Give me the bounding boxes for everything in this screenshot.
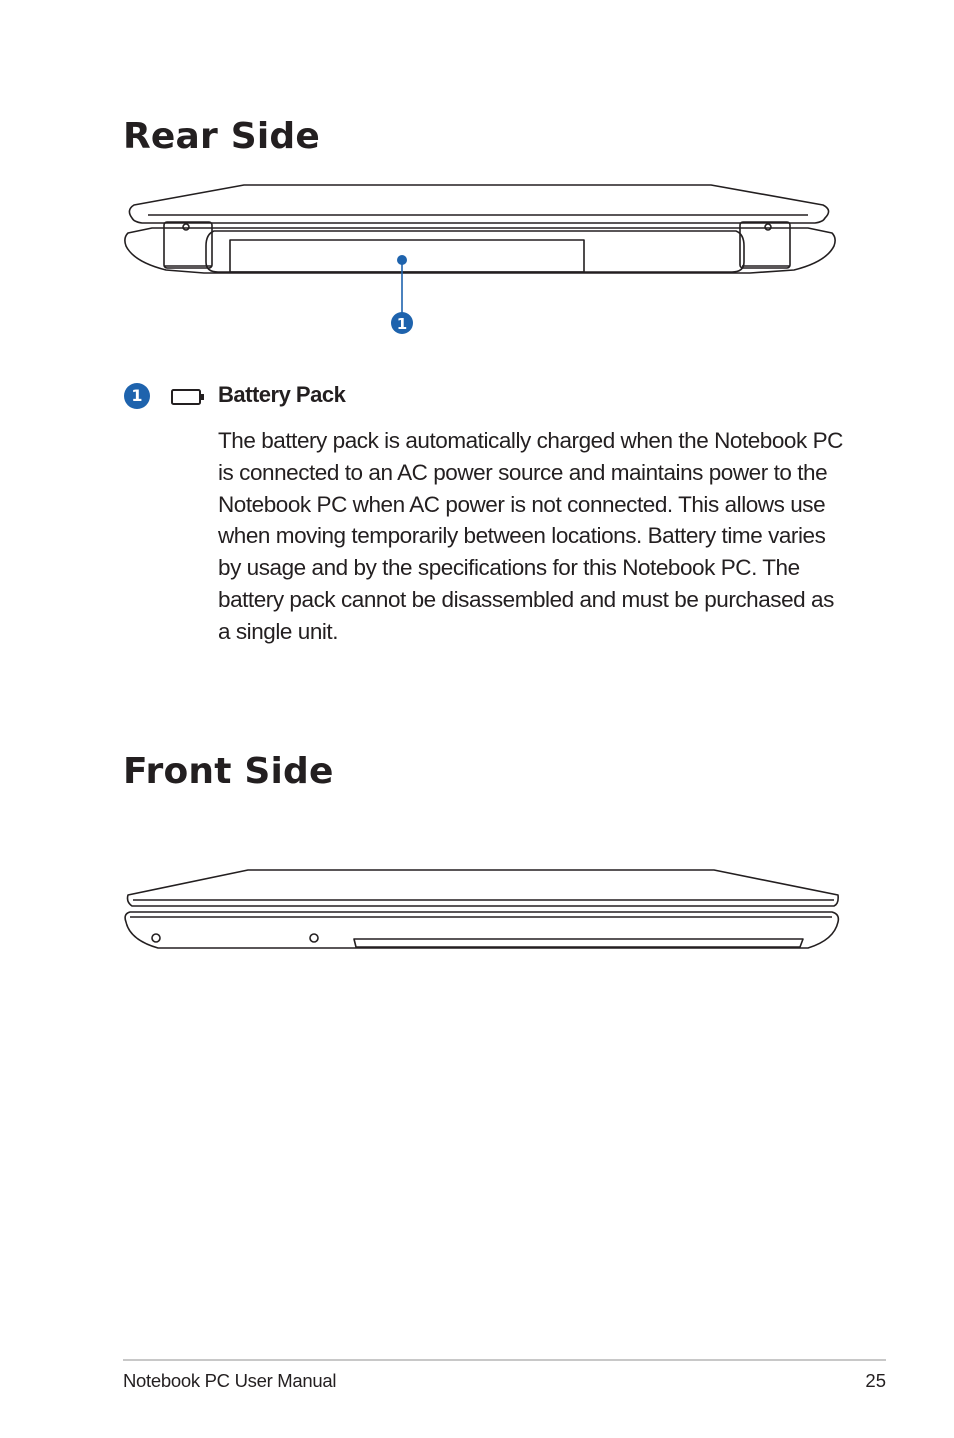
- footer-page-number: 25: [865, 1370, 886, 1391]
- right-screw: [765, 224, 771, 230]
- battery-pack-description: The battery pack is automatically charged when the Notebook PC is connected to an AC power source and maintains power to the Notebook PC when AC power is not connected. This allows use when moving temporarily between locations. Battery time varies by usage and by the specifications for this Notebook PC. The battery pack cannot be disassembled and must be purchased as a single unit.: [218, 428, 843, 644]
- front-side-heading: Front Side: [123, 751, 334, 792]
- item-number-marker: 1: [124, 383, 150, 409]
- front-slot: [354, 939, 803, 947]
- battery-pack-title: Battery Pack: [218, 382, 346, 407]
- battery-pack: [206, 231, 744, 272]
- callout-anchor-dot: [397, 255, 407, 265]
- callout-marker-number: 1: [396, 315, 408, 333]
- lid-top: [129, 185, 828, 223]
- front-view-illustration: [118, 862, 843, 957]
- battery-icon: [170, 387, 206, 407]
- footer-rule: [123, 1359, 886, 1361]
- status-indicator: [152, 934, 160, 942]
- power-indicator: [310, 934, 318, 942]
- rear-side-heading: Rear Side: [123, 116, 320, 157]
- rear-view-illustration: [118, 178, 843, 338]
- base-body: [125, 228, 835, 273]
- left-screw: [183, 224, 189, 230]
- battery-panel: [230, 240, 584, 272]
- footer-manual-title: Notebook PC User Manual: [123, 1370, 337, 1391]
